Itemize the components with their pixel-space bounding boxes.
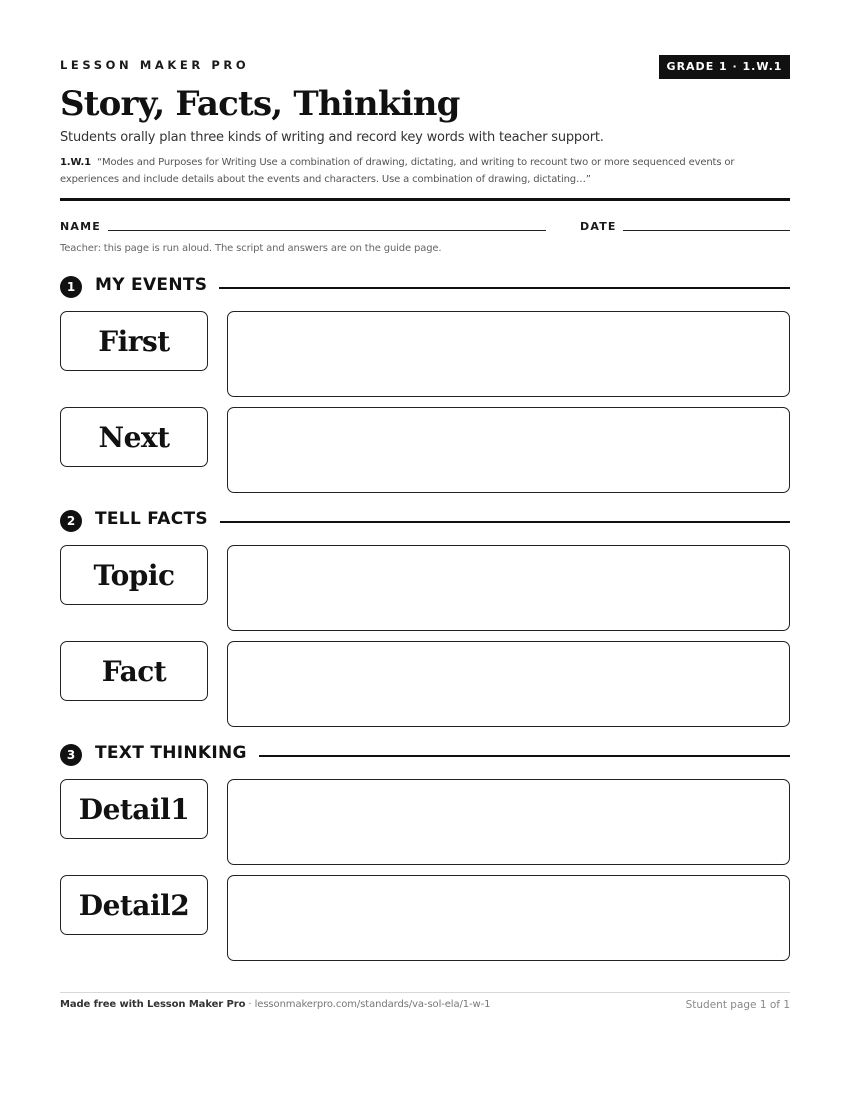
date-label: DATE <box>580 220 617 233</box>
writing-row-first <box>60 311 790 397</box>
writing-row-fact <box>60 641 790 727</box>
section-title: TELL FACTS <box>95 509 220 529</box>
row-label: Topic <box>60 545 208 605</box>
grade-badge: GRADE 1 · 1.W.1 <box>659 55 790 79</box>
answer-box[interactable] <box>227 311 790 397</box>
footer-url[interactable]: lessonmakerpro.com/standards/va-sol-ela/1-w-1 <box>254 999 491 1010</box>
writing-row-detail2 <box>60 875 790 961</box>
row-label: First <box>60 311 208 371</box>
footer-separator: · <box>245 999 255 1010</box>
section-my-events <box>60 274 790 300</box>
teacher-note: Teacher: this page is run aloud. The script and answers are on the guide page. <box>60 243 442 254</box>
name-label: NAME <box>60 220 101 233</box>
section-number-badge: 1 <box>60 276 82 298</box>
standard-description <box>60 155 790 188</box>
page-title: Story, Facts, Thinking <box>60 84 460 124</box>
section-tell-facts <box>60 508 790 534</box>
footer-divider <box>60 992 790 993</box>
footer-page-info: Student page 1 of 1 <box>685 999 790 1011</box>
standard-text: “Modes and Purposes for Writing Use a combination of drawing, dictating, and writing to recount two or more sequenced events or experiences and include details about the events and characters. Use a combination of drawing, dictating…” <box>60 157 735 185</box>
brand-name: LESSON MAKER PRO <box>60 58 250 72</box>
standard-code: 1.W.1 <box>60 157 91 168</box>
row-label: Next <box>60 407 208 467</box>
answer-box[interactable] <box>227 779 790 865</box>
section-title: MY EVENTS <box>95 275 219 295</box>
answer-box[interactable] <box>227 545 790 631</box>
section-number-badge: 2 <box>60 510 82 532</box>
answer-box[interactable] <box>227 641 790 727</box>
section-title: TEXT THINKING <box>95 743 259 763</box>
row-label: Detail1 <box>60 779 208 839</box>
row-label: Fact <box>60 641 208 701</box>
footer-made-with: Made free with Lesson Maker Pro <box>60 999 246 1010</box>
writing-row-next <box>60 407 790 493</box>
answer-box[interactable] <box>227 407 790 493</box>
writing-row-topic <box>60 545 790 631</box>
name-field[interactable] <box>108 230 546 231</box>
worksheet-page <box>60 0 790 1100</box>
footer-credit <box>60 999 490 1010</box>
page-subtitle: Students orally plan three kinds of writing and record key words with teacher support. <box>60 130 604 145</box>
header-divider <box>60 198 790 201</box>
row-label: Detail2 <box>60 875 208 935</box>
date-field[interactable] <box>623 230 790 231</box>
section-number-badge: 3 <box>60 744 82 766</box>
section-text-thinking <box>60 742 790 768</box>
answer-box[interactable] <box>227 875 790 961</box>
writing-row-detail1 <box>60 779 790 865</box>
